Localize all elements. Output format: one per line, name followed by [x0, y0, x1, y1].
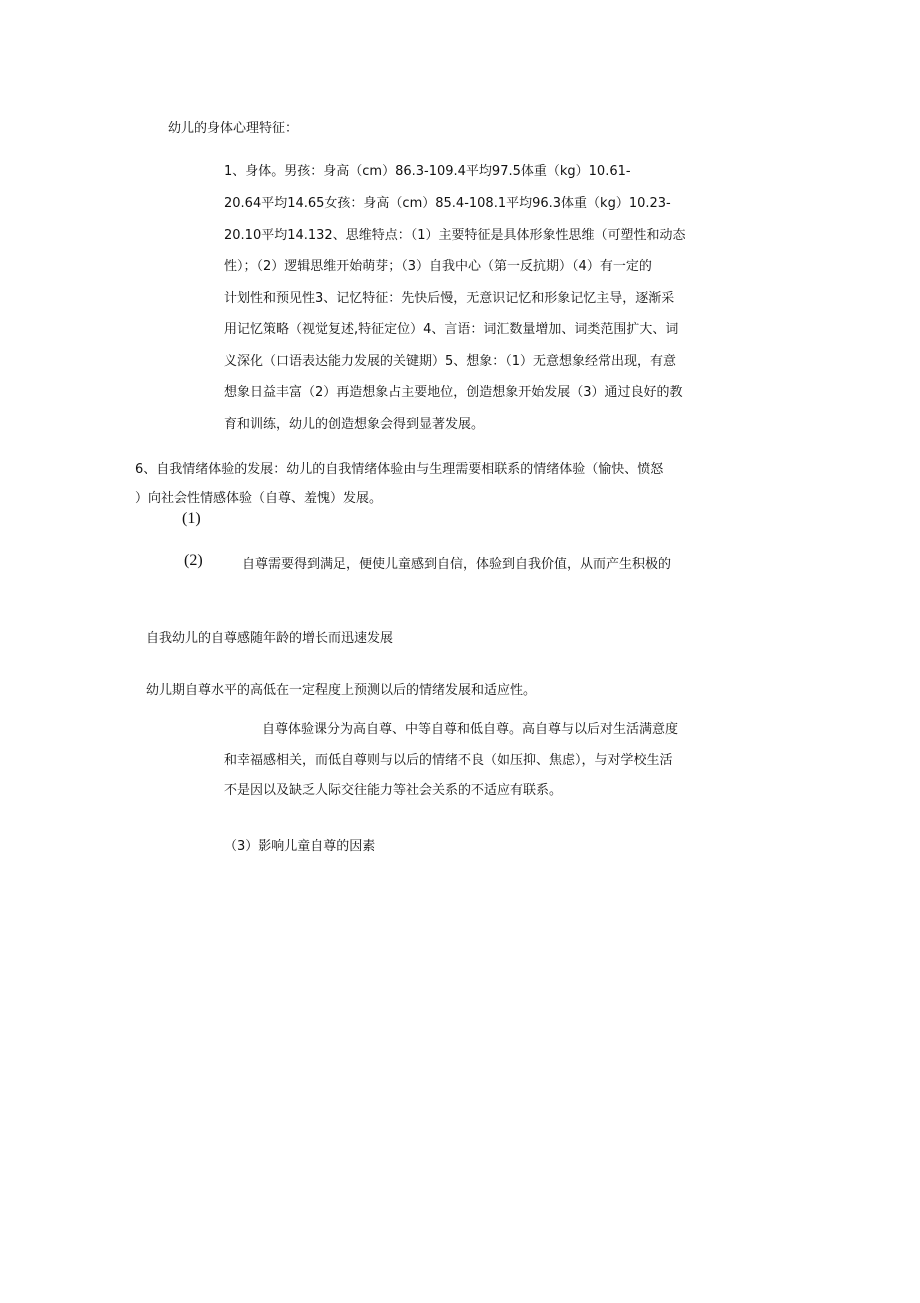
section-1-line: 20.64平均14.65女孩：身高（cm）85.4-108.1平均96.3体重（kg）10.23-: [224, 196, 671, 211]
section-6-line: ）向社会性情感体验（自尊、羞愧）发展。: [135, 491, 383, 506]
item-2-text: 自尊需要得到满足，便使儿童感到自信，体验到自我价值，从而产生积极的: [242, 557, 672, 572]
section-1-line: 1、身体。男孩：身高（cm）86.3-109.4平均97.5体重（kg）10.61-: [224, 164, 631, 179]
section-1-line: 20.10平均14.132、思维特点：（1）主要特征是具体形象性思维（可塑性和动态: [224, 228, 686, 243]
section-6-line: 6、自我情绪体验的发展：幼儿的自我情绪体验由与生理需要相联系的情绪体验（愉快、愤怒: [135, 462, 664, 477]
section-1-line: 育和训练，幼儿的创造想象会得到显著发展。: [224, 417, 485, 432]
section-1-line: 想象日益丰富（2）再造想象占主要地位，创造想象开始发展（3）通过良好的教: [224, 385, 683, 400]
levels-line: 不是因以及缺乏人际交往能力等社会关系的不适应有联系。: [224, 783, 563, 798]
levels-line: 自尊体验课分为高自尊、中等自尊和低自尊。高自尊与以后对生活满意度: [262, 722, 679, 737]
levels-line: 和幸福感相关，而低自尊则与以后的情绪不良（如压抑、焦虑），与对学校生活: [224, 753, 673, 768]
item-1-number: (1): [182, 510, 201, 527]
doc-heading: 幼儿的身体心理特征：: [168, 121, 299, 136]
self-esteem-prediction-line: 幼儿期自尊水平的高低在一定程度上预测以后的情绪发展和适应性。: [146, 683, 537, 698]
section-1-line: 计划性和预见性3、记忆特征：先快后慢，无意识记忆和形象记忆主导，逐渐采: [224, 291, 675, 306]
section-1-line: 性）；（2）逻辑思维开始萌芽；（3）自我中心（第一反抗期）（4）有一定的: [224, 259, 652, 274]
factors-heading: （3）影响儿童自尊的因素: [224, 839, 376, 854]
section-1-line: 义深化（口语表达能力发展的关键期）5、想象：（1）无意想象经常出现，有意: [224, 354, 677, 369]
section-1-line: 用记忆策略（视觉复述,特征定位）4、言语：词汇数量增加、词类范围扩大、词: [224, 322, 679, 337]
self-esteem-growth-line: 自我幼儿的自尊感随年龄的增长而迅速发展: [146, 631, 394, 646]
item-2-number: (2): [184, 552, 203, 569]
